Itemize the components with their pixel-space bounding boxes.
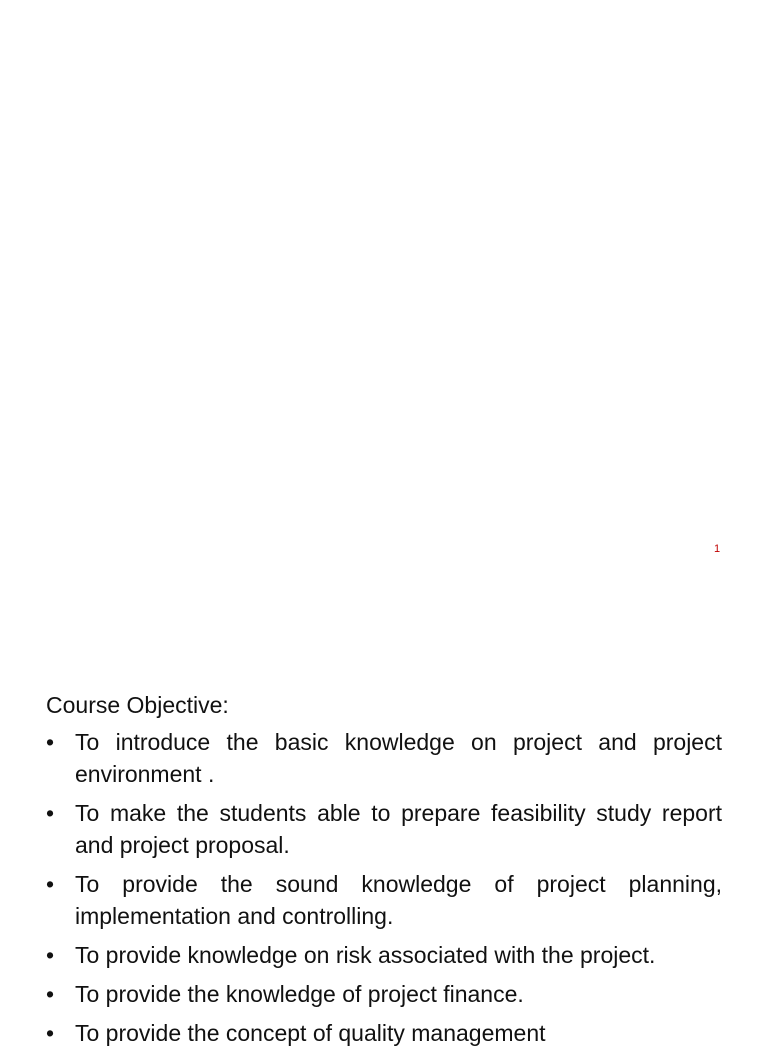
objective-text: To introduce the basic knowledge on project and project environment . (75, 729, 722, 787)
list-item (46, 726, 722, 790)
list-item (46, 1017, 722, 1049)
objective-text: To provide the concept of quality management (75, 1020, 546, 1046)
bullet-icon: • (46, 871, 55, 897)
objective-text: To provide knowledge on risk associated with the project. (75, 942, 656, 968)
page-number: 1 (714, 543, 721, 555)
objective-text: To make the students able to prepare feasibility study report and project proposal. (75, 800, 722, 858)
objective-text: To provide the knowledge of project finance. (75, 981, 524, 1007)
list-item (46, 797, 722, 861)
bullet-icon: • (46, 729, 55, 755)
list-item (46, 868, 722, 932)
course-objectives-section (46, 688, 722, 1056)
objectives-list (46, 726, 722, 1049)
objective-text: To provide the sound knowledge of project planning, implementation and controlling. (75, 871, 722, 929)
list-item (46, 978, 722, 1010)
bullet-icon: • (46, 942, 55, 968)
list-item (46, 939, 722, 971)
bullet-icon: • (46, 1020, 55, 1046)
section-heading: Course Objective: (46, 692, 229, 718)
bullet-icon: • (46, 981, 55, 1007)
bullet-icon: • (46, 800, 55, 826)
